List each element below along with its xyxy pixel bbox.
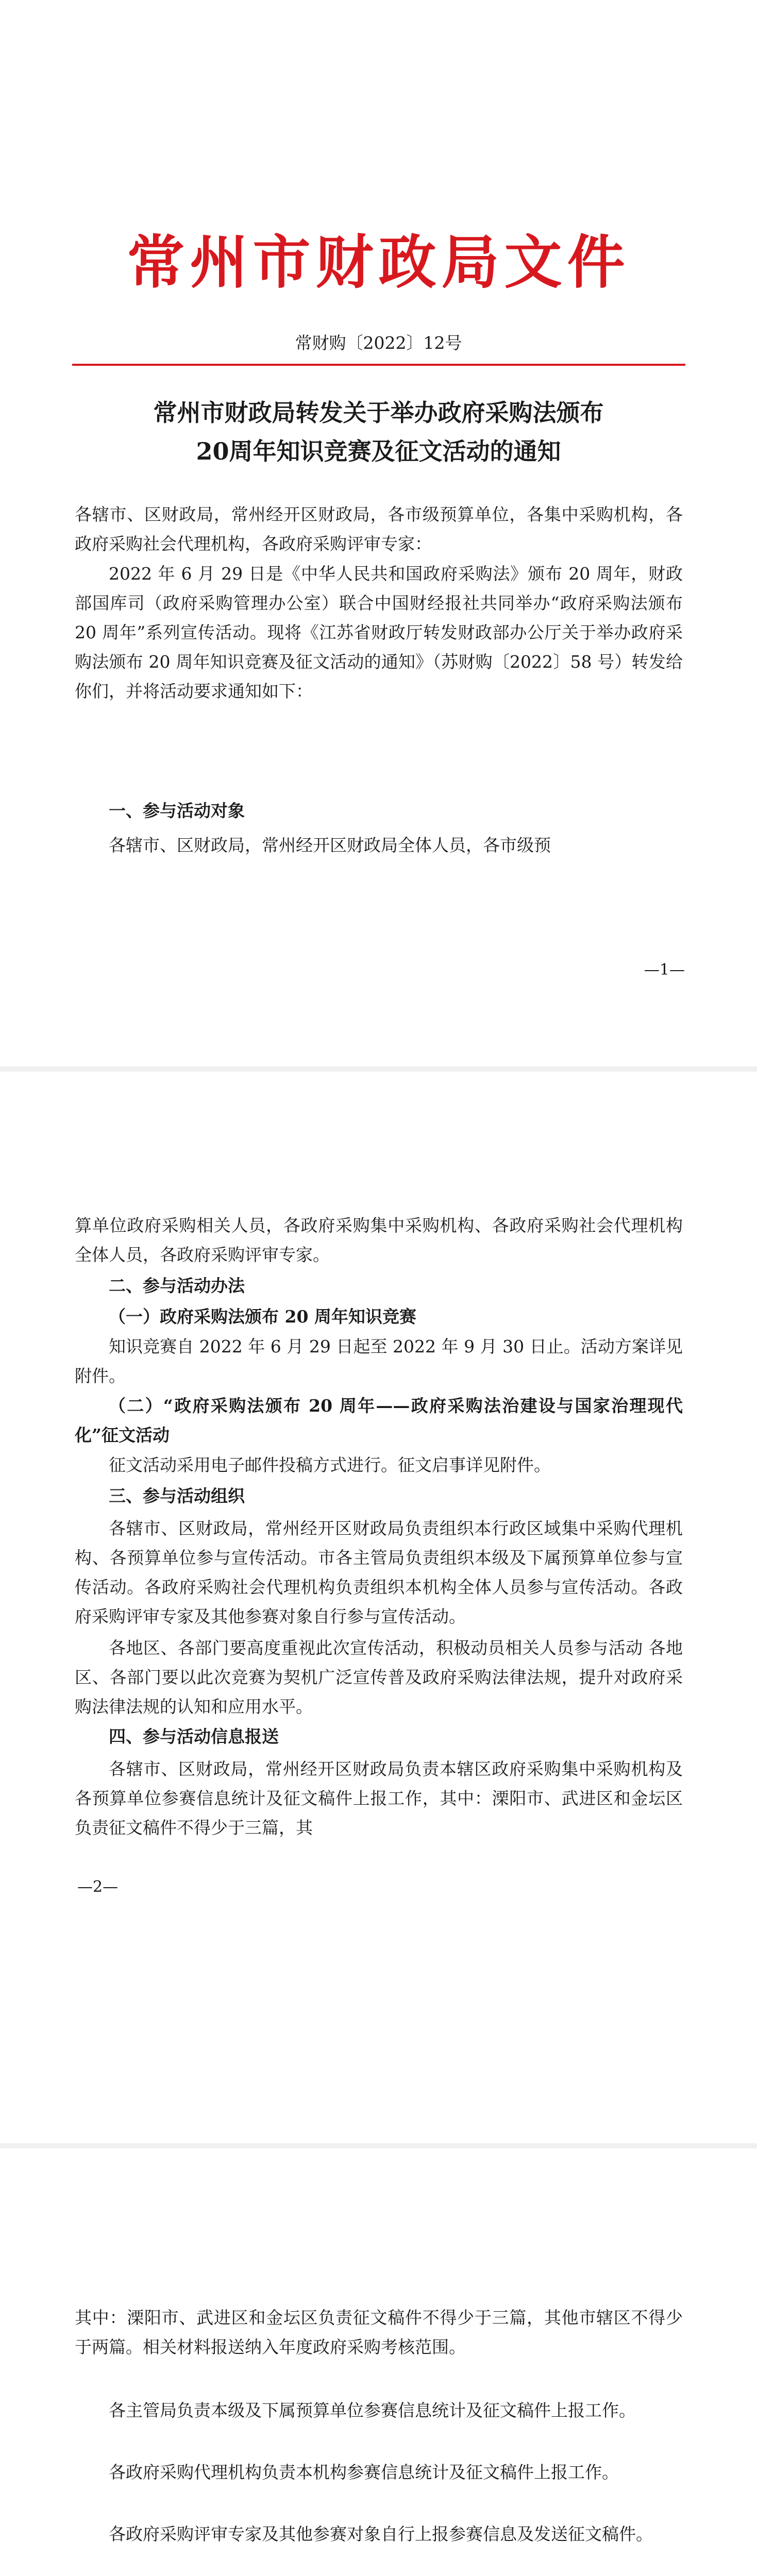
- page-number-1: —1—: [644, 961, 685, 979]
- doc-title-line2: 20周年知识竞赛及征文活动的通知: [196, 437, 561, 465]
- mobilization-paragraph: 各地区、各部门要高度重视此次宣传活动，积极动员相关人员参与活动 各地区、各部门要以此次竞赛为契机广泛宣传普及政府采购法律法规，提升对政府采购法律法规的认知和应用水平。: [75, 1638, 683, 1717]
- page-1: [0, 0, 757, 1066]
- section-heading-1: 一、参与活动对象: [109, 801, 245, 821]
- essay-paragraph: 征文活动采用电子邮件投稿方式进行。征文启事详见附件。: [109, 1455, 551, 1475]
- org-title: 常州市财政局文件: [127, 229, 630, 296]
- section-heading-2: 二、参与活动办法: [109, 1276, 245, 1296]
- page-number-2: —2—: [77, 1878, 119, 1896]
- subsection-heading-essay: （二）“政府采购法颁布 20 周年——政府采购法治建设与国家治理现代化”征文活动: [75, 1396, 683, 1445]
- page-3: [0, 2148, 757, 2576]
- expert-reporting: 各政府采购评审专家及其他参赛对象自行上报参赛信息及发送征文稿件。: [109, 2524, 653, 2544]
- page-2: [0, 1072, 757, 2143]
- section-heading-3: 三、参与活动组织: [109, 1486, 245, 1506]
- quiz-paragraph: 知识竞赛自 2022 年 6 月 29 日起至 2022 年 9 月 30 日止。活动方案详见附件。: [75, 1336, 683, 1386]
- doc-title-line1: 常州市财政局转发关于举办政府采购法颁布: [153, 399, 604, 427]
- reporting-continued: 其中：溧阳市、武进区和金坛区负责征文稿件不得少于三篇，其他市辖区不得少于两篇。相关材料报送纳入年度政府采购考核范围。: [75, 2308, 683, 2357]
- recipients-paragraph: 各辖市、区财政局，常州经开区财政局，各市级预算单位，各集中采购机构，各政府采购社会代理机构，各政府采购评审专家：: [75, 504, 683, 554]
- reporting-paragraph: 各辖市、区财政局，常州经开区财政局负责本辖区政府采购集中采购机构及各预算单位参赛信息统计及征文稿件上报工作，其中：溧阳市、武进区和金坛区负责征文稿件不得少于三篇，其: [75, 1759, 683, 1838]
- page-gap: [0, 1066, 757, 1072]
- intro-paragraph: 2022 年 6 月 29 日是《中华人民共和国政府采购法》颁布 20 周年，财政部国库司（政府采购管理办公室）联合中国财经报社共同举办“政府采购法颁布 20 周年”系列宣传活动。现将《江苏省财政厅转发财政部办公厅关于举办政府采购法颁布 20 周年知识竞赛及征文活动的通知》（苏财购〔2022〕58 号）转发给你们，并将活动要求通知如下：: [75, 564, 683, 701]
- doc-number: 常财购〔2022〕12号: [295, 333, 462, 353]
- subsection-heading-quiz: （一）政府采购法颁布 20 周年知识竞赛: [109, 1307, 416, 1327]
- red-divider: [72, 364, 685, 366]
- organization-paragraph: 各辖市、区财政局，常州经开区财政局负责组织本行政区域集中采购代理机构、各预算单位参与宣传活动。市各主管局负责组织本级及下属预算单位参与宣传活动。各政府采购社会代理机构负责组织本机构全体人员参与宣传活动。各政府采购评审专家及其他参赛对象自行参与宣传活动。: [75, 1518, 683, 1626]
- department-reporting: 各主管局负责本级及下属预算单位参赛信息统计及征文稿件上报工作。: [109, 2400, 636, 2420]
- participants-paragraph: 各辖市、区财政局，常州经开区财政局全体人员，各市级预: [109, 835, 551, 855]
- page-gap: [0, 2143, 757, 2148]
- participants-continued: 算单位政府采购相关人员，各政府采购集中采购机构、各政府采购社会代理机构全体人员，各政府采购评审专家。: [75, 1215, 683, 1265]
- section-heading-4: 四、参与活动信息报送: [109, 1726, 279, 1747]
- agency-reporting: 各政府采购代理机构负责本机构参赛信息统计及征文稿件上报工作。: [109, 2462, 619, 2482]
